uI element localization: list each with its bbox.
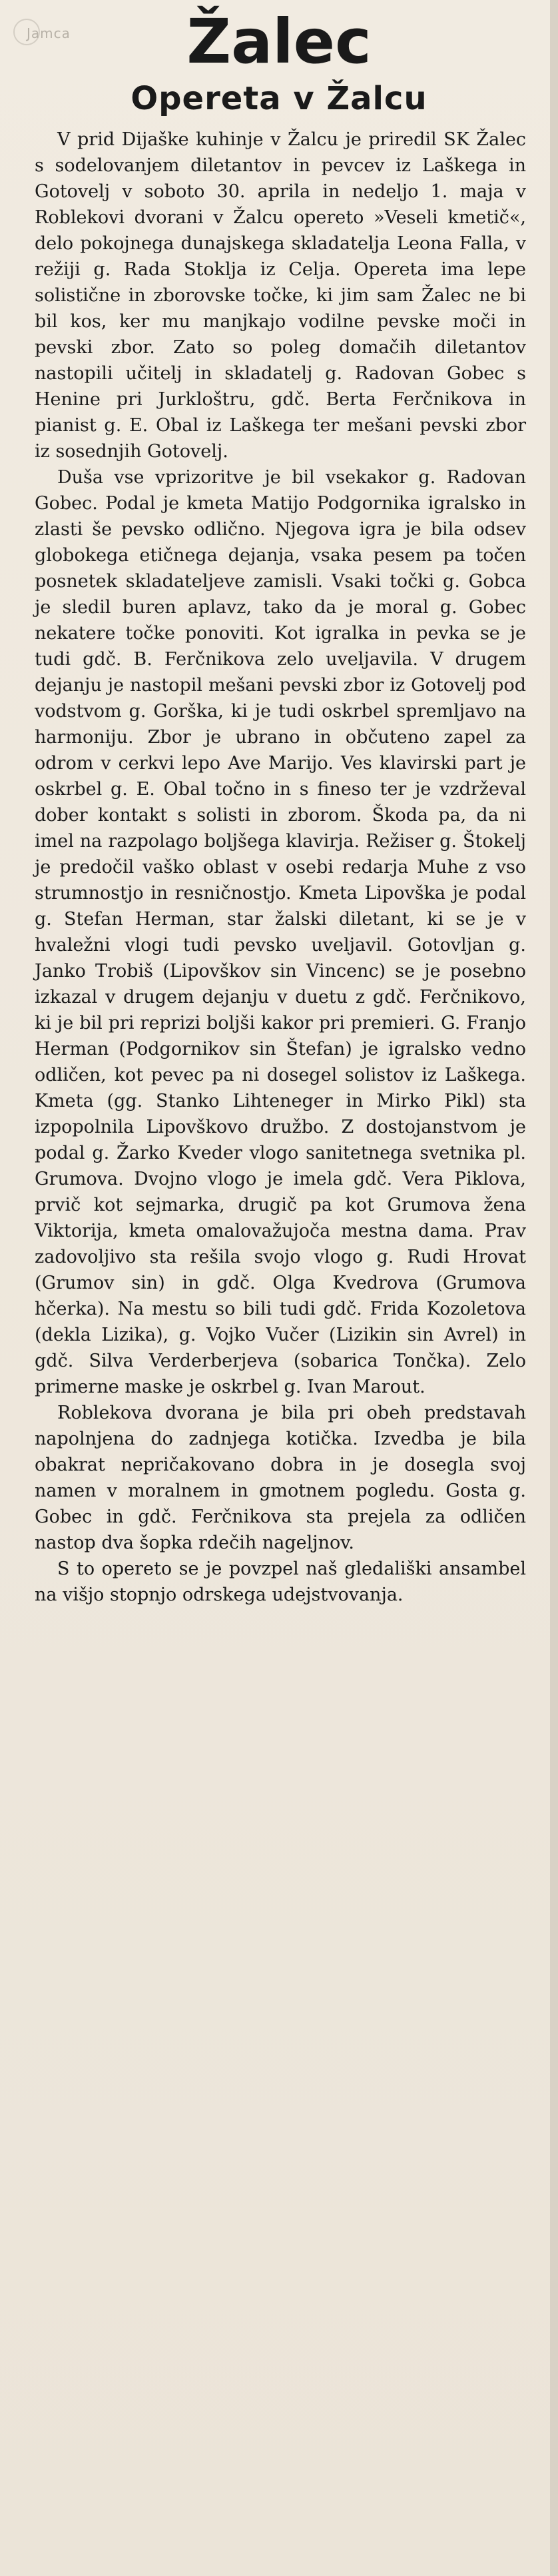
article-paragraph-1: V prid Dijaške kuhinje v Žalcu je priredil SK Žalec s sodelovanjem diletantov in pevcev iz Laškega in Gotovelj v soboto 30. aprila in nedeljo 1. maja v Roblekovi dvorani v Žalcu opereto »Veseli kmetič«, delo pokojnega dunajskega skladatelja Leona Falla, v režiji g. Rada Stoklja iz Celja. Opereta ima lepe solistične in zborovske točke, ki jim sam Žalec ne bi bil kos, ker mu manjkajo vodilne pevske moči in pevski zbor. Zato so poleg domačih diletantov nastopili učitelj in skladatelj g. Radovan Gobec s Henine pri Jurkloštru, gdč. Berta Ferčnikova in pianist g. E. Obal iz Laškega ter mešani pevski zbor iz sosednjih Gotovelj.: [35, 129, 526, 462]
page-edge: [550, 0, 558, 2576]
article-headline: Opereta v Žalcu: [131, 80, 427, 117]
watermark-text: Jamca: [27, 25, 71, 41]
page-title: Žalec: [186, 6, 372, 77]
article-paragraph-3: Roblekova dvorana je bila pri obeh predstavah napolnjena do zadnjega kotička. Izvedba je bila obakrat nepričakovano dobra in je dosegla svoj namen v moralnem in gmotnem pogledu. Gosta g. Gobec in gdč. Ferčnikova sta prejela za odličen nastop dva šopka rdečih nageljnov.: [35, 1403, 526, 1553]
article-paragraph-2: Duša vse vprizoritve je bil vsekakor g. Radovan Gobec. Podal je kmeta Matijo Podgornika igralsko in zlasti še pevsko odlično. Njegova igra je bila odsev globokega etičnega dejanja, vsaka pesem pa točen posnetek skladateljeve zamisli. Vsaki točki g. Gobca je sledil buren aplavz, tako da je moral g. Gobec nekatere točke ponoviti. Kot igralka in pevka se je tudi gdč. B. Ferčnikova zelo uveljavila. V drugem dejanju je nastopil mešani pevski zbor iz Gotovelj pod vodstvom g. Gorška, ki je tudi oskrbel spremljavo na harmoniju. Zbor je ubrano in občuteno zapel za odrom v cerkvi lepo Ave Marijo. Ves klavirski part je oskrbel g. E. Obal točno in s fineso ter je vzdrževal dober kontakt s solisti in zborom. Škoda pa, da ni imel na razpolago boljšega klavirja. Režiser g. Štokelj je predočil vaško oblast v osebi redarja Muhe z vso strumnostjo in resničnostjo. Kmeta Lipovška je podal g. Stefan Herman, star žalski diletant, ki se je v hvaležni vlogi tudi pevsko uveljavil. Gotovljan g. Janko Trobiš (Lipovškov sin Vincenc) se je posebno izkazal v drugem dejanju v duetu z gdč. Ferčnikovo, ki je bil pri reprizi boljši kakor pri premieri. G. Franjo Herman (Podgornikov sin Štefan) je igralsko vedno odličen, kot pevec pa ni dosegel solistov iz Laškega. Kmeta (gg. Stanko Lihteneger in Mirko Pikl) sta izpopolnila Lipovškovo družbo. Z dostojanstvom je podal g. Žarko Kveder vlogo sanitetnega svetnika pl. Grumova. Dvojno vlogo je imela gdč. Vera Piklova, prvič kot sejmarka, drugič pa kot Grumova žena Viktorija, kmeta omalovažujoča mestna dama. Prav zadovoljivo sta rešila svojo vlogo g. Rudi Hrovat (Grumov sin) in gdč. Olga Kvedrova (Grumova hčerka). Na mestu so bili tudi gdč. Frida Kozoletova (dekla Lizika), g. Vojko Vučer (Lizikin sin Avrel) in gdč. Silva Verderberjeva (sobarica Tončka). Zelo primerne maske je oskrbel g. Ivan Marout.: [35, 467, 526, 1397]
article-body: [35, 127, 526, 1608]
article-paragraph-4: S to opereto se je povzpel naš gledališki ansambel na višjo stopnjo odrskega udejstvovanja.: [35, 1559, 526, 1605]
